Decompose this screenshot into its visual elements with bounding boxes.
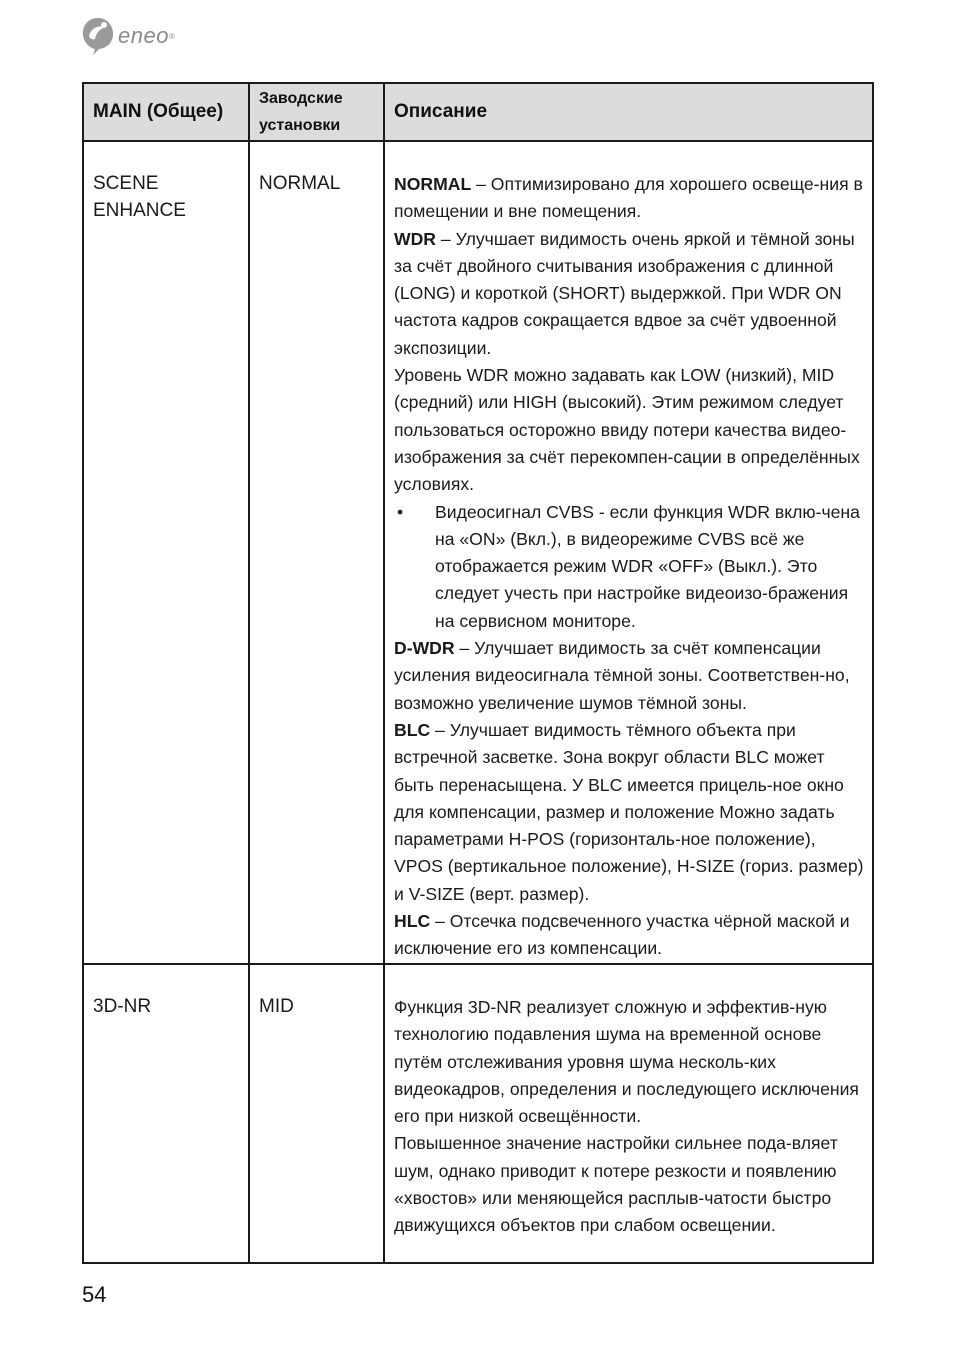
header-description: Описание — [384, 83, 873, 141]
dwdr-text: – Улучшает видимость за счёт компенсации усиления видеосигнала тёмной зоны. Соответствен-но, возможно увеличение шумов тёмной зоны. — [394, 638, 850, 713]
3dnr-paragraph-1: Функция 3D-NR реализует сложную и эффектив-ную технологию подавления шума на временной основе путём отслеживания уровня шума несколь-ких видеокадров, определения и последующего исключения его при низкой освещённости. — [394, 997, 859, 1127]
cvbs-bullet-item — [394, 499, 866, 635]
table-row — [83, 141, 873, 964]
eneo-logo-icon — [80, 16, 116, 56]
eneo-logo — [80, 14, 175, 58]
dwdr-paragraph — [394, 635, 866, 717]
table-row — [83, 964, 873, 1263]
hlc-text: – Отсечка подсвеченного участка чёрной маской и исключение его из компенсации. — [394, 911, 850, 959]
settings-table — [82, 82, 874, 1264]
wdr-text: – Улучшает видимость очень яркой и тёмной зоны за счёт двойного считывания изображения с длинной (LONG) и короткой (SHORT) выдержкой. При WDR ON частота кадров сокращается вдвое за счёт удвоенной экспозиции. — [394, 228, 855, 358]
wdr-term: WDR — [394, 228, 437, 249]
normal-paragraph — [394, 171, 866, 226]
logo-wordmark: eneo — [118, 23, 169, 48]
default-cell: NORMAL — [249, 141, 384, 964]
description-cell — [384, 141, 873, 964]
page-number: 54 — [82, 1282, 107, 1307]
param-cell: SCENE ENHANCE — [83, 141, 249, 964]
hlc-term: HLC — [394, 911, 431, 932]
blc-term: BLC — [394, 719, 431, 740]
bullet-symbol: • — [397, 501, 404, 522]
param-cell: 3D-NR — [83, 964, 249, 1263]
blc-text: – Улучшает видимость тёмного объекта при встречной засветке. Зона вокруг области BLC может быть перенасыщена. У BLC имеется прицель-ное окно для компенсации, размер и положение Можно задать параметрами H-POS (горизонталь-ное положение), VPOS (вертикальное положение), H-SIZE (гориз. размер) и V-SIZE (верт. размер). — [394, 719, 864, 904]
normal-text: – Оптимизировано для хорошего освеще-ния в помещении и вне помещения. — [394, 174, 863, 222]
header-factory-settings: Заводские установки — [249, 83, 384, 141]
default-cell: MID — [249, 964, 384, 1263]
header-main: MAIN (Общее) — [83, 83, 249, 141]
hlc-paragraph — [394, 908, 866, 963]
cvbs-bullet-text: Видеосигнал CVBS - если функция WDR вклю-чена на «ON» (Вкл.), в видеорежиме CVBS всё же отображается режим WDR «OFF» (Выкл.). Это следует учесть при настройке видеоизо-бражения на сервисном мониторе. — [435, 501, 860, 631]
description-cell — [384, 964, 873, 1263]
3dnr-paragraph-2: Повышенное значение настройки сильнее пода-вляет шум, однако приводит к потере резкости и появлению «хвостов» или меняющейся расплыв-чатости быстро движущихся объектов при слабом освещении. — [394, 1133, 838, 1236]
logo-registered-mark: ® — [168, 31, 175, 41]
dwdr-term: D-WDR — [394, 638, 455, 659]
table-header-row — [83, 83, 873, 141]
wdr-level-paragraph: Уровень WDR можно задавать как LOW (низкий), MID (средний) или HIGH (высокий). Этим режимом следует пользоваться осторожно ввиду потери качества видео-изображения за счёт перекомпен-сации в определённых условиях. — [394, 365, 860, 495]
normal-term: NORMAL — [394, 174, 472, 194]
wdr-paragraph — [394, 226, 866, 362]
blc-paragraph — [394, 717, 866, 908]
